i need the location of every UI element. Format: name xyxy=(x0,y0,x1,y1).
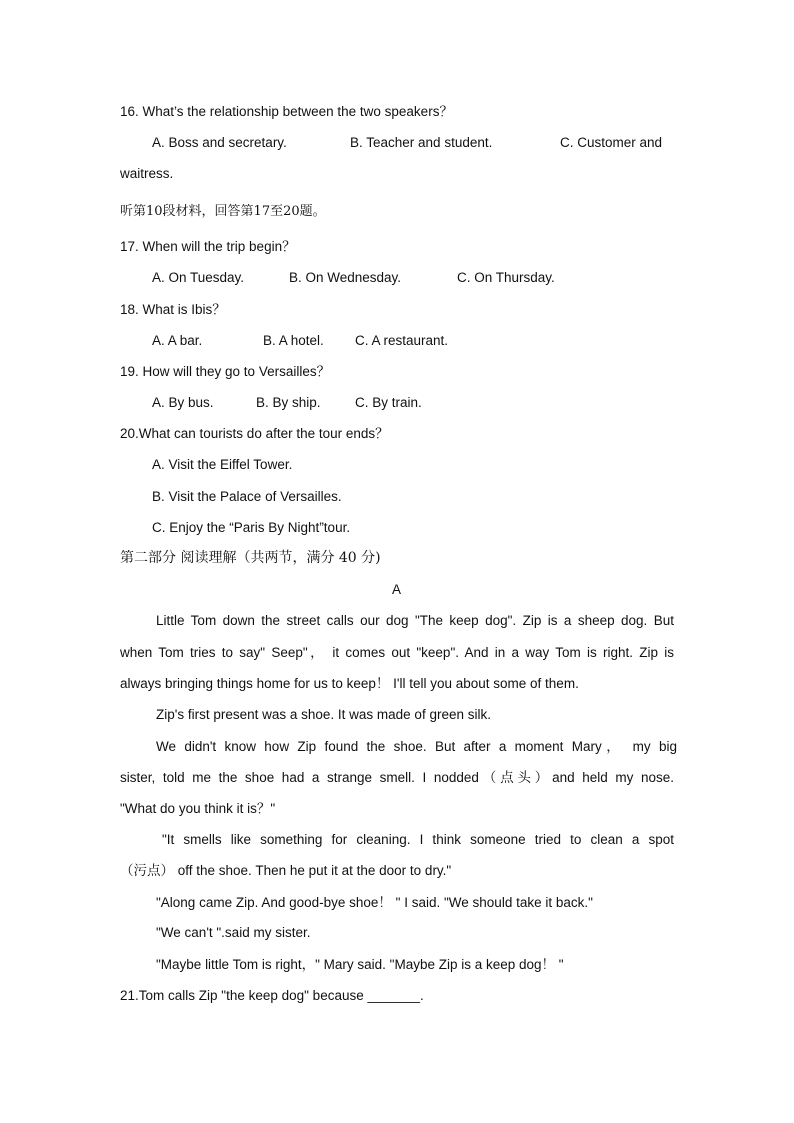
passage-p1-line1: Little Tom down the street calls our dog "The keep dog". Zip is a sheep dog. But xyxy=(156,613,674,628)
option-17-a: A. On Tuesday. xyxy=(152,270,245,285)
passage-p4-line2: （污点） off the shoe. Then he put it at the door to dry." xyxy=(120,863,452,878)
question-16: 16. What’s the relationship between the two speakers？ xyxy=(120,104,453,119)
passage-section-a-label: A xyxy=(392,582,402,597)
option-16-b: B. Teacher and student. xyxy=(350,135,493,150)
option-20-b: B. Visit the Palace of Versailles. xyxy=(152,489,342,504)
option-19-c: C. By train. xyxy=(355,395,422,410)
option-18-b: B. A hotel. xyxy=(263,333,324,348)
passage-p3-line3: "What do you think it is？" xyxy=(120,801,276,816)
passage-p2: Zip's first present was a shoe. It was made of green silk. xyxy=(156,707,491,722)
option-20-a: A. Visit the Eiffel Tower. xyxy=(152,457,293,472)
option-18-a: A. A bar. xyxy=(152,333,203,348)
part-2-heading: 第二部分 阅读理解（共两节，满分 40 分) xyxy=(120,550,381,566)
option-20-c: C. Enjoy the “Paris By Night”tour. xyxy=(152,520,351,535)
option-16-a: A. Boss and secretary. xyxy=(152,135,287,150)
passage-p4-line1: "It smells like something for cleaning. I think someone tried to clean a spot xyxy=(162,832,674,847)
option-19-a: A. By bus. xyxy=(152,395,214,410)
passage-p7: "Maybe little Tom is right，" Mary said. "Maybe Zip is a keep dog！ " xyxy=(156,957,564,972)
option-17-c: C. On Thursday. xyxy=(457,270,555,285)
option-17-b: B. On Wednesday. xyxy=(289,270,402,285)
passage-p5: "Along came Zip. And good-bye shoe！ " I said. "We should take it back." xyxy=(156,895,593,910)
passage-p1-line3: always bringing things home for us to keep！ I'll tell you about some of them. xyxy=(120,676,579,691)
question-18: 18. What is Ibis？ xyxy=(120,302,226,317)
question-21: 21.Tom calls Zip "the keep dog" because _______. xyxy=(120,988,424,1003)
passage-p3-line1: We didn't know how Zip found the shoe. But after a moment Mary， my big xyxy=(156,739,677,754)
option-18-c: C. A restaurant. xyxy=(355,333,449,348)
question-16-options-line2: waitress. xyxy=(120,166,174,181)
question-17: 17. When will the trip begin？ xyxy=(120,239,296,254)
passage-p1-line2: when Tom tries to say" Seep"， it comes out "keep". And in a way Tom is right. Zip is xyxy=(120,645,674,660)
question-20: 20.What can tourists do after the tour ends？ xyxy=(120,426,389,441)
option-16-c: C. Customer and xyxy=(560,135,663,150)
passage-p3-line2: sister, told me the shoe had a strange smell. I nodded（点头）and held my nose. xyxy=(120,770,674,785)
option-19-b: B. By ship. xyxy=(256,395,321,410)
question-19: 19. How will they go to Versailles？ xyxy=(120,364,331,379)
listening-section-10-note: 听第10段材料，回答第17至20题。 xyxy=(120,204,326,219)
passage-p6: "We can't ".said my sister. xyxy=(156,925,311,940)
